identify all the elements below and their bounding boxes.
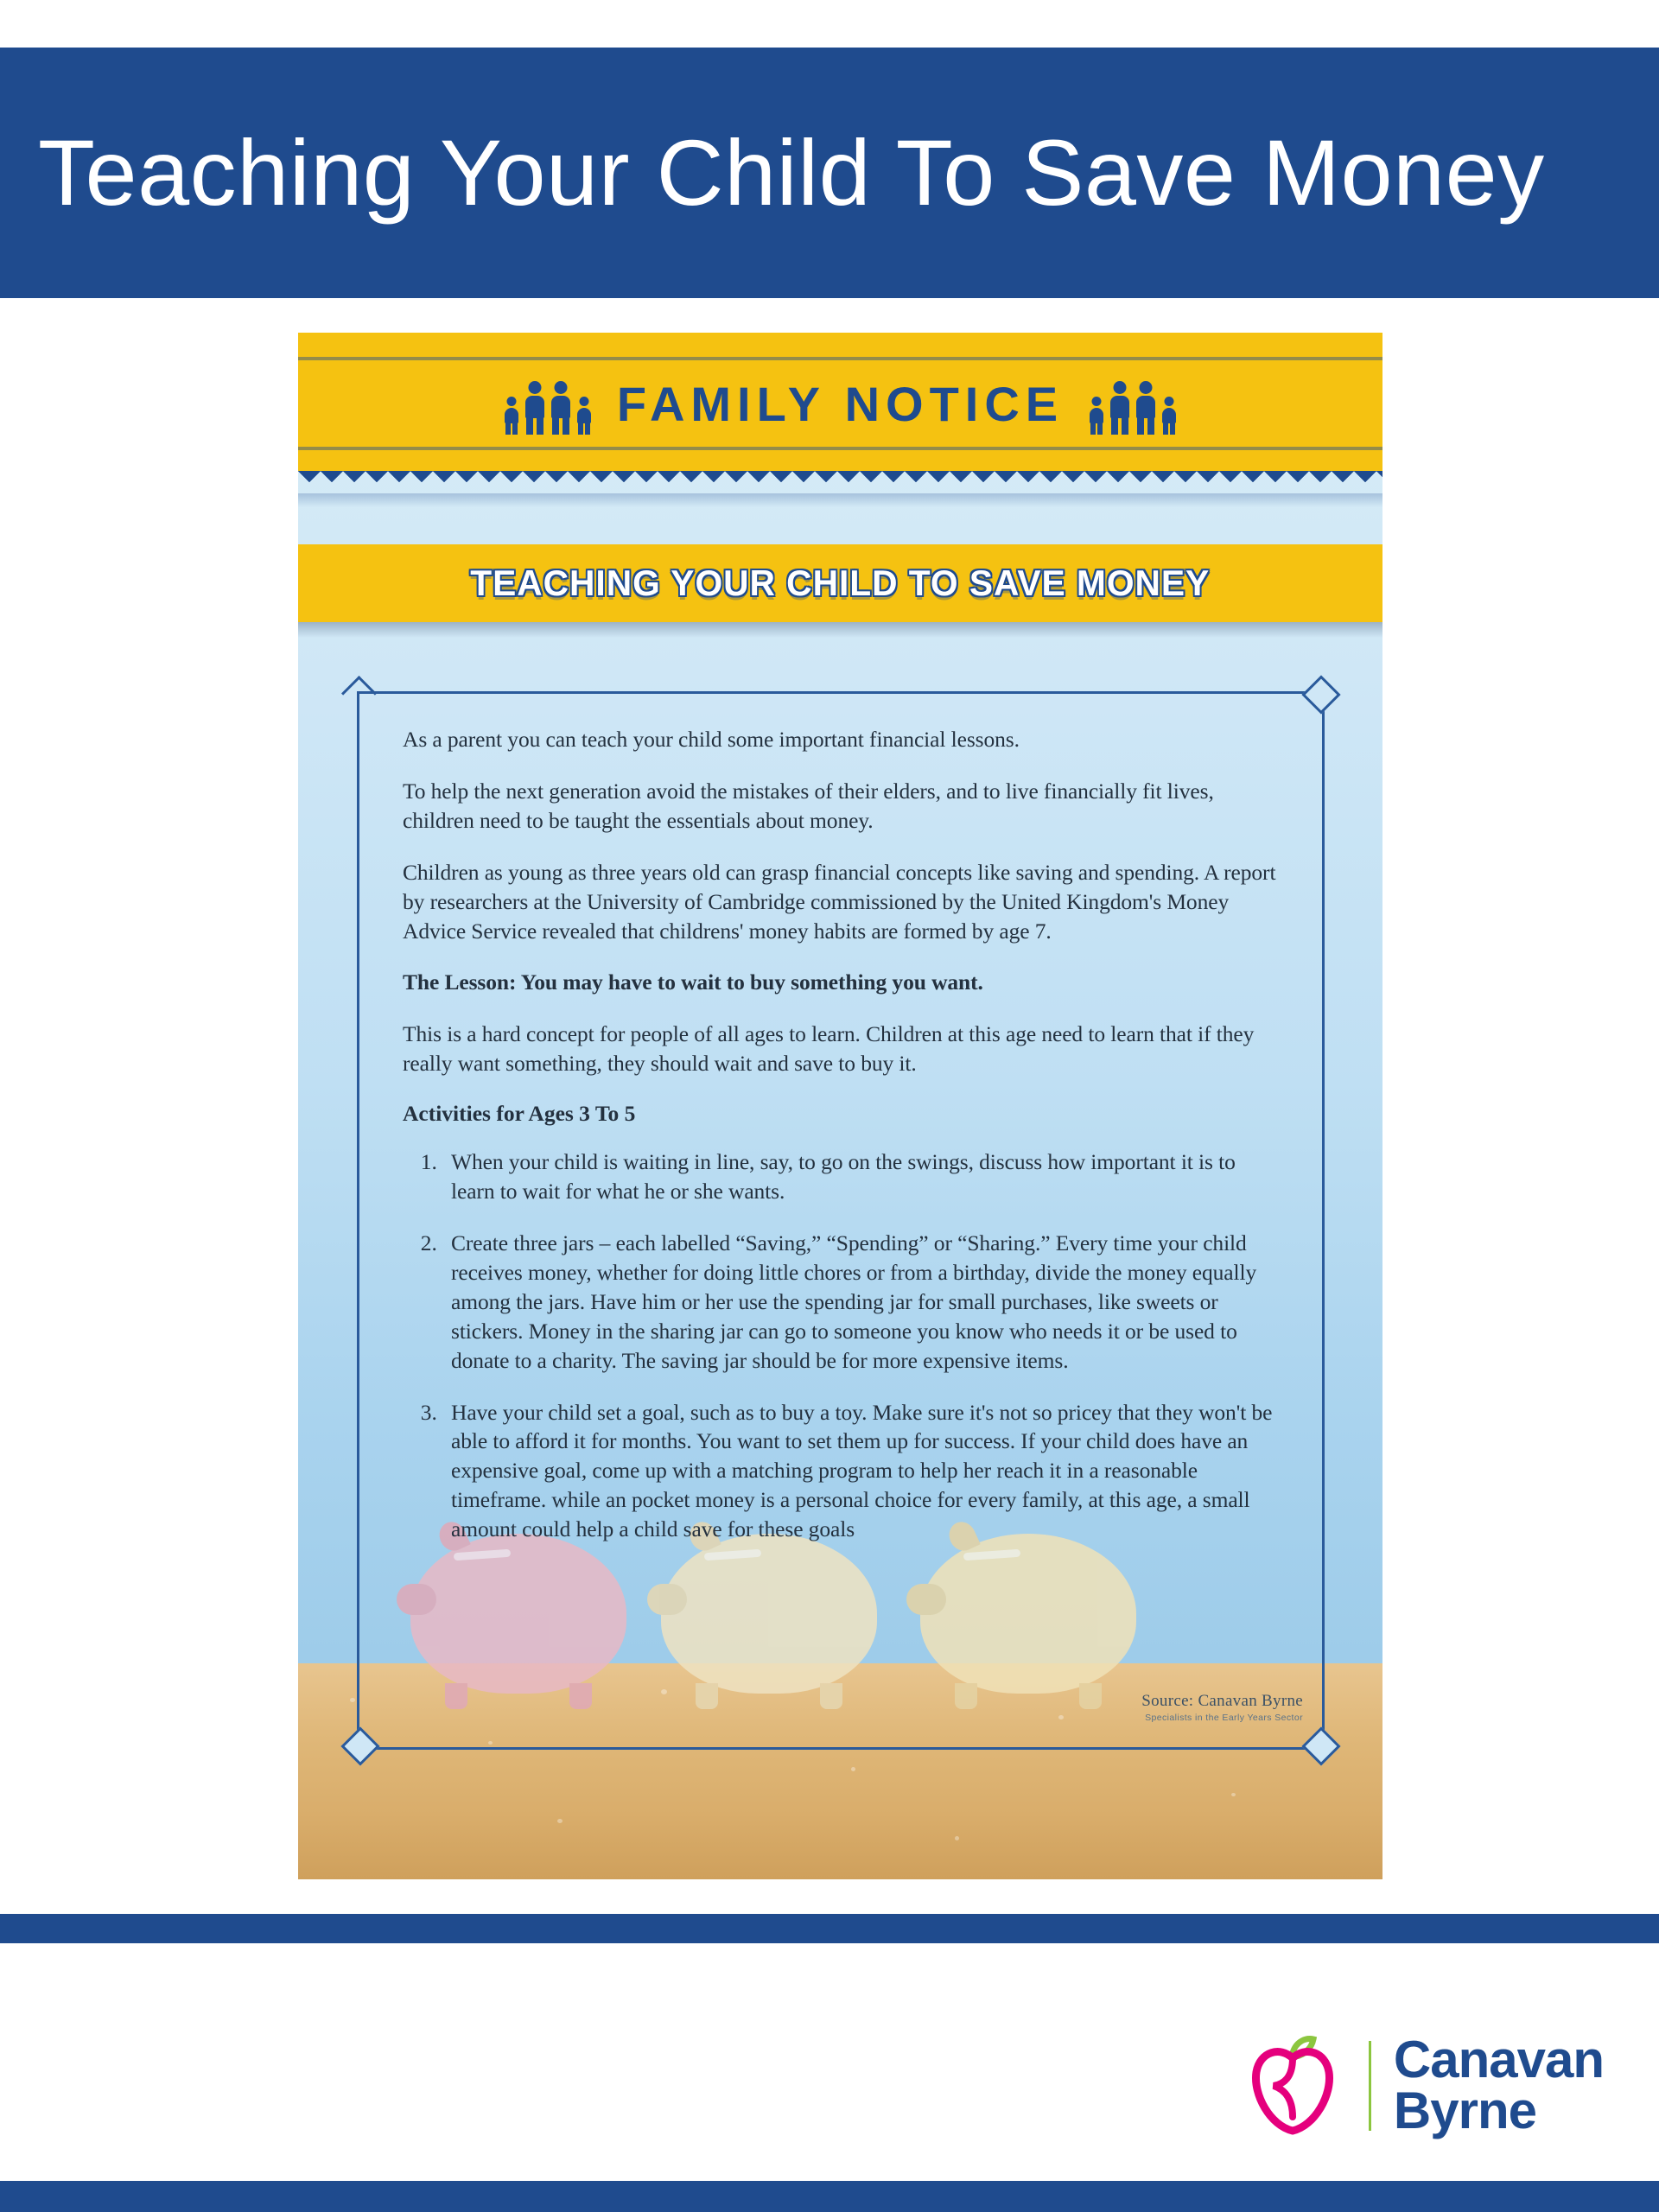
logo-divider bbox=[1369, 2041, 1371, 2131]
list-item: 1. When your child is waiting in line, say, to go on the swings, discuss how important it is to learn to wait for what he or she wants. bbox=[442, 1147, 1284, 1206]
activities-heading: Activities for Ages 3 To 5 bbox=[403, 1101, 636, 1127]
brand-logo bbox=[1239, 2032, 1604, 2139]
footer-divider-bar bbox=[0, 1914, 1659, 1943]
lesson-body: This is a hard concept for people of all ages to learn. Children at this age need to learn that if they really want something, they should wait and save to buy it. bbox=[403, 1021, 1255, 1077]
zigzag-divider bbox=[298, 471, 1382, 493]
source-attribution bbox=[1141, 1692, 1303, 1723]
intro-paragraph-2: To help the next generation avoid the mistakes of their elders, and to live financially fit lives, children need to be taught the essentials about money. bbox=[403, 778, 1214, 833]
logo-line-2: Byrne bbox=[1393, 2082, 1536, 2139]
band-rule-top bbox=[298, 357, 1382, 360]
family-notice-band bbox=[298, 333, 1382, 471]
canavan-byrne-apple-icon bbox=[1239, 2032, 1346, 2139]
lesson-heading: The Lesson: You may have to wait to buy something you want. bbox=[403, 969, 983, 995]
footer-bottom-bar bbox=[0, 2181, 1659, 2212]
logo-wordmark bbox=[1393, 2031, 1604, 2139]
intro-paragraph-1: As a parent you can teach your child some important financial lessons. bbox=[403, 727, 1020, 752]
intro-paragraph-3: Children as young as three years old can grasp financial concepts like saving and spending. A report by researchers at the University of Cambridge commissioned by the United Kingdom's Money Advice Service revealed that childrens' money habits are formed by age 7. bbox=[403, 859, 1276, 944]
poster-subtitle: TEACHING YOUR CHILD TO SAVE MONEY bbox=[470, 563, 1211, 603]
band-rule-bottom bbox=[298, 447, 1382, 450]
family-notice-label: FAMILY NOTICE bbox=[616, 376, 1065, 431]
page-title: Teaching Your Child To Save Money bbox=[38, 120, 1545, 226]
poster-content-frame bbox=[357, 691, 1325, 1750]
family-people-icon-left bbox=[503, 372, 593, 435]
activities-list bbox=[403, 1147, 1284, 1544]
ribbon-shadow bbox=[298, 622, 1382, 638]
logo-line-1: Canavan bbox=[1393, 2031, 1604, 2089]
list-item: 2. Create three jars – each labelled “Saving,” “Spending” or “Sharing.” Every time your child receives money, whether for doing little chores or from a birthday, divide the money equally among the jars. Have him or her use the spending jar for small purchases, like sweets or stickers. Money in the sharing jar can go to someone you know who needs it or be used to donate to a charity. The saving jar should be for more expensive items. bbox=[442, 1229, 1284, 1376]
poster-body-content bbox=[403, 725, 1284, 1567]
source-subtext: Specialists in the Early Years Sector bbox=[1145, 1713, 1303, 1723]
family-notice-poster bbox=[298, 333, 1382, 1879]
poster-subtitle-ribbon bbox=[298, 544, 1382, 622]
page-header-banner bbox=[0, 48, 1659, 298]
list-item: 3. Have your child set a goal, such as to buy a toy. Make sure it's not so pricey that they won't be able to afford it for months. You want to set them up for success. If your child does have an expensive goal, come up with a matching program to help her reach it in a reasonable timeframe. while an pocket money is a personal choice for every family, at this age, a small amount could help a child save for these goals bbox=[442, 1398, 1284, 1545]
family-people-icon-right bbox=[1088, 372, 1178, 435]
zigzag-shadow bbox=[298, 493, 1382, 507]
source-text: Source: Canavan Byrne bbox=[1141, 1692, 1303, 1710]
